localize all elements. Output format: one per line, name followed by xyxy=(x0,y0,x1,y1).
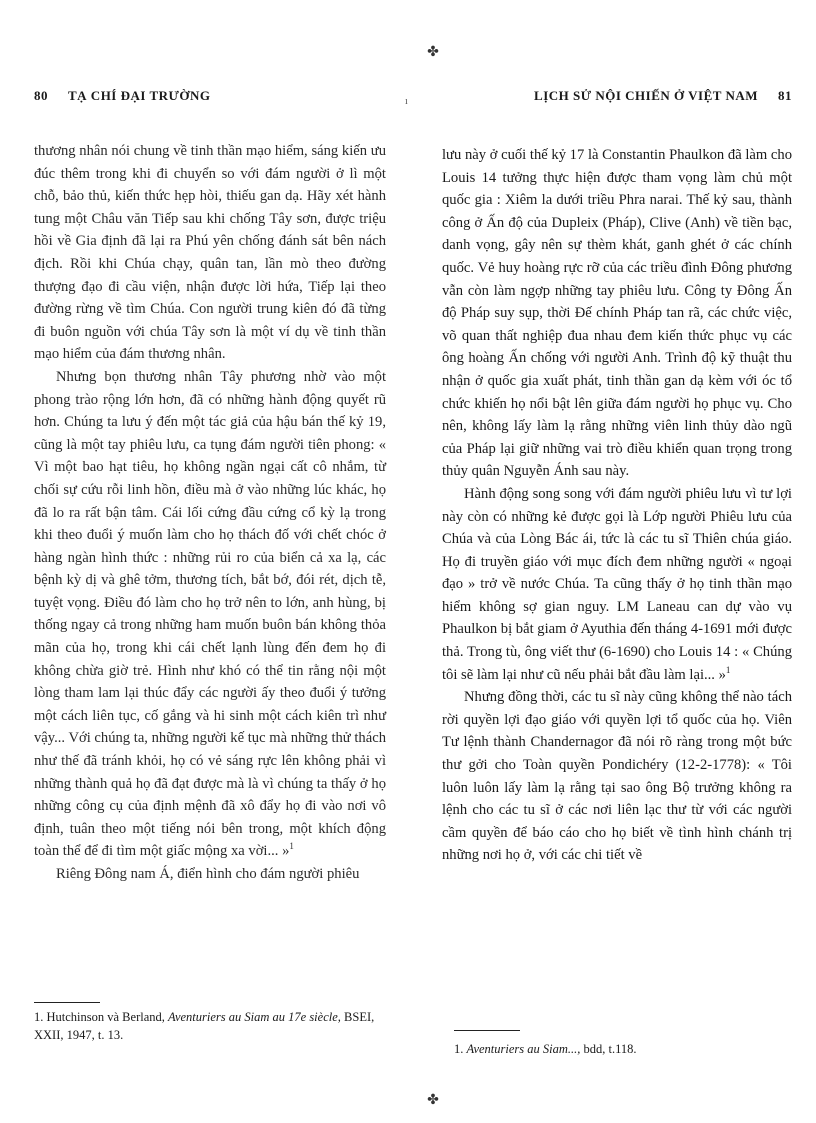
right-paragraph-2: Hành động song song với đám người phiêu lưu vì tư lợi này còn có những kẻ được gọi là Lớp người Phiêu lưu của Chúa và của Lòng Bác ái, tức là các tu sĩ Thiên chúa giáo. Họ đi truyền giáo với mục đích đem những người « ngoại đạo » trở về nước Chúa. Ta cũng thấy ở họ tinh thần mạo hiểm không sợ gian nguy. LM Laneau can dự vào vụ Phaulkon bị bắt giam ở Ayuthia đến tháng 4-1691 mới được thả. Trong tù, ông viết thư (6-1690) cho Louis 14 : « Chúng tôi sẽ làm lại như cũ nếu phải bắt đầu làm lại... »$^1$ xyxy=(442,485,792,683)
left-page-number: 80 xyxy=(34,88,48,103)
left-paragraph-3: Riêng Đông nam Á, điển hình cho đám người phiêu xyxy=(56,866,360,882)
right-page-number: 81 xyxy=(778,88,792,103)
left-paragraph-1: thương nhân nói chung về tinh thần mạo hiểm, sáng kiến ưu đúc thêm trong khi đi chuyển so với đám người ở lì một chỗ, bảo thủ, kiến thức hẹp hòi, thiếu gan dạ. Hãy xét hành tung một Châu văn Tiếp sau khi chống Tây sơn, được triệu hồi về Gia định đã lại ra Phú yên chống đánh sát bên nách địch. Rồi khi Chúa chạy, quân tan, lần mò theo đường thượng đạo đi cầu viện, nhận được lời hứa, Tiếp lại theo đường rừng về tìm Chúa. Con người trung kiên đó đã từng đi buôn nguồn với chúa Tây sơn là một ví dụ về tinh thần mạo hiểm của đám thương nhân. xyxy=(34,143,386,363)
left-footnote-rule xyxy=(34,1002,100,1003)
left-running-head xyxy=(34,88,211,104)
right-paragraph-3: Nhưng đồng thời, các tu sĩ này cũng không thể nào tách rời quyền lợi đạo giáo với quyền lợi tổ quốc của họ. Viên Tư lệnh thành Chandernagor đã nói rõ ràng trong một bức thư gởi cho Toàn quyền Pondichéry (12-2-1778): « Tôi luôn luôn lấy làm lạ rằng tại sao ông Bộ trưởng không ra lệnh cho các tu sĩ ở các nơi liên lạc thư từ với các người cầm quyền để báo cáo cho họ biết về tình hình chánh trị những nơi họ ở, với các chi tiết về xyxy=(442,689,792,864)
right-body-text xyxy=(442,144,792,867)
left-running-title: TẠ CHÍ ĐẠI TRƯỜNG xyxy=(68,88,211,103)
right-footnote-ref: 1 xyxy=(725,664,731,675)
top-ornament-icon: ✤ xyxy=(427,45,439,60)
right-footnote-rule xyxy=(454,1030,520,1031)
right-running-title: LỊCH SỬ NỘI CHIẾN Ở VIỆT NAM xyxy=(534,88,758,103)
left-body-text xyxy=(34,140,386,886)
gutter-mark: ı xyxy=(405,96,408,107)
right-paragraph-1: lưu này ở cuối thế kỷ 17 là Constantin Phaulkon đã làm cho Louis 14 tưởng thực hiện được tham vọng làm chủ một quốc gia : Xiêm la dưới triều Phra narai. Thế kỷ sau, thành công ở Ấn độ của Dupleix (Pháp), Clive (Anh) về tiền bạc, danh vọng, gây nên sự thèm khát, ganh ghét ở các chính quốc. Vẻ huy hoàng rực rỡ của các triều đình Đông phương vẫn còn làm ngợp những tay phiêu lưu. Công ty Đông Ấn độ Pháp suy sụp, thời Đế chính Pháp tan rã, các chức việc, võ quan thất nghiệp đua nhau đem kiến thức phục vụ các ông hoàng Ấn chống với người Anh. Trình độ kỹ thuật thu nhận ở quốc gia xuất phát, tinh thần gan dạ kèm với óc tổ chức khiến họ nổi bật lên giữa đám người họ phục vụ. Cho nên, không lấy làm lạ rằng những viên linh thủy dào ngũ của Pháp lại giữ những vai trò điều khiển quan trọng trong thủy quân Nguyễn Ánh sau này. xyxy=(442,147,792,480)
right-footnote: 1. Aventuriers au Siam..., bdd, t.118. xyxy=(454,1042,637,1056)
left-paragraph-2: Nhưng bọn thương nhân Tây phương nhờ vào một phong trào rộng lớn hơn, đã có những hành động quyết rũ hơn. Chúng ta lưu ý đến một tác giả của hậu bán thế kỷ 19, cũng là một tay phiêu lưu, ca tụng đám người tiên phong: « Vì một bao hạt tiêu, họ không ngần ngại cất cô nhắm, từ chối sự cứu rỗi linh hồn, điều mà ở vào những lúc khác, họ đã lo ra rất bận tâm. Cái lối cứng đầu cứng cổ kỳ lạ trong khi theo đuổi ý muốn làm cho họ thách đố với chết chóc ở hàng ngàn hình thức : những rủi ro của biển cả xa lạ, các bệnh kỳ dị và ghê tởm, thương tích, bắt bớ, đói rét, dịch tễ, tuyệt vọng. Điều đó làm cho họ trở nên to lớn, anh hùng, bị thống ngay cả trong những ham muốn buôn bán không thỏa mãn của họ, trong khi cái chết lạnh lùng đến đem họ đi không chừa giờ trẻ. Hình như khó có thể tin rằng nội một lòng tham lam lại thúc đẩy các người ấy theo đuổi ý tưởng một cách liên tục, cố gắng và hi sinh một cách kiên trì như vậy... Với chúng ta, những người kế tục mà những thử thách như thế đã tránh khỏi, họ có vẻ sáng rực lên không phải vì những thành quả họ đã đạt được mà là vì chúng ta thấy ở họ những công cụ của định mệnh đã xô đẩy họ đi vào nơi vô định, tuân theo một tiếng nói bên trong, một khích động toàn thể để đi tìm một giấc mộng xa vời... »$^1$ xyxy=(34,368,386,860)
bottom-ornament-icon: ✤ xyxy=(427,1093,439,1108)
right-running-head xyxy=(534,88,792,104)
left-footnote: 1. Hutchinson và Berland, Aventuriers au Siam au 17e siècle, BSEI, XXII, 1947, t. 13. xyxy=(34,1010,375,1042)
left-footnote-ref: 1 xyxy=(289,841,294,852)
